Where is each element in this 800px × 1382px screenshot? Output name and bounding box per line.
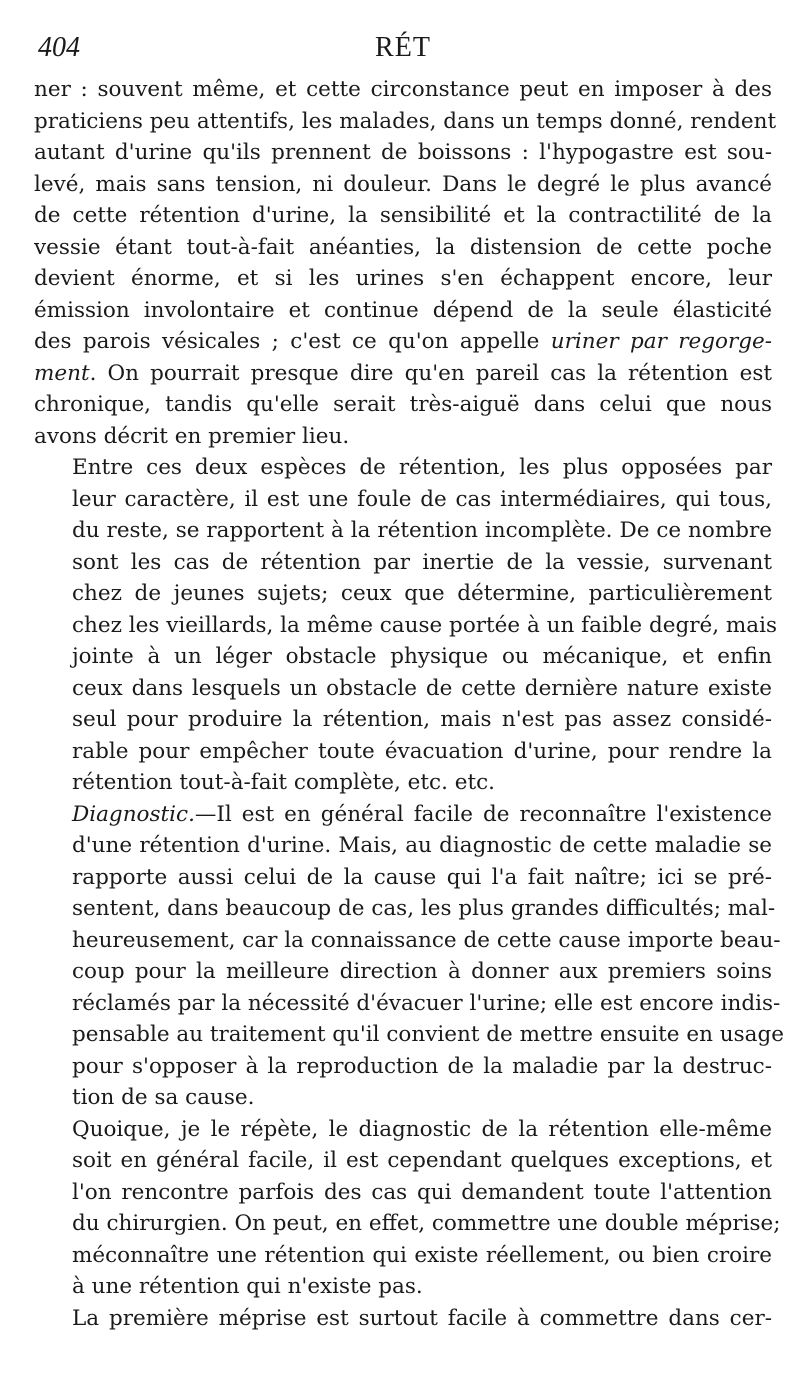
italic-term-continuation: ment <box>34 360 90 386</box>
italic-term: uriner par regorge- <box>550 329 772 354</box>
text-line <box>34 326 772 358</box>
text-line: du reste, se rapportent à la rétention incomplète. De ce nombre <box>72 518 772 543</box>
page-number: 404 <box>38 32 80 63</box>
section-label: Diagnostic. <box>72 801 195 827</box>
text-line: chez les vieillards, la même cause portée à un faible degré, mais <box>72 612 778 638</box>
text-line: d'une rétention d'urine. Mais, au diagnostic de cette maladie se <box>72 833 772 858</box>
text-line: heureusement, car la connaissance de cette cause importe beau- <box>72 927 781 953</box>
page-header <box>34 22 772 74</box>
text-line: sont les cas de rétention par inertie de la vessie, survenant <box>72 549 772 575</box>
text-line: pensable au traitement qu'il convient de mettre ensuite en usage <box>72 1022 784 1047</box>
text-line: seul pour produire la rétention, mais n'est pas assez considé- <box>72 707 772 732</box>
text-line: ner : souvent même, et cette circonstance peut en imposer à des <box>34 77 772 102</box>
text-line: pour s'opposer à la reproduction de la maladie par la destruc- <box>72 1053 772 1079</box>
text-line: du chirurgien. On peut, en effet, commettre une double méprise; <box>72 1211 781 1236</box>
running-head: RÉT <box>375 32 431 63</box>
text-line: jointe à un léger obstacle physique ou mécanique, et enfin <box>72 644 772 669</box>
text-line: de cette rétention d'urine, la sensibilité et la contractilité de la <box>34 203 772 228</box>
text-line: vessie étant tout-à-fait anéanties, la distension de cette poche <box>34 234 772 260</box>
text-line: praticiens peu attentifs, les malades, dans un temps donné, rendent <box>34 108 777 134</box>
text-line: rable pour empêcher toute évacuation d'urine, pour rendre la <box>72 738 772 764</box>
text-line: chronique, tandis qu'elle serait très-aiguë dans celui que nous <box>34 392 772 417</box>
text-line: La première méprise est surtout facile à commettre dans cer- <box>72 1305 772 1331</box>
text-segment: . On pourrait presque dire qu'en pareil cas la rétention est <box>89 360 772 386</box>
paragraph-1 <box>34 74 777 452</box>
text-line: autant d'urine qu'ils prennent de boissons : l'hypogastre est sou- <box>34 140 772 165</box>
paragraph-4 <box>34 1114 781 1303</box>
text-line: leur caractère, il est une foule de cas intermédiaires, qui tous, <box>72 486 772 512</box>
text-line: levé, mais sans tension, ni douleur. Dans le degré le plus avancé <box>34 171 772 197</box>
text-segment: —Il est en général facile de reconnaître l'existence <box>194 801 772 827</box>
paragraph-2 <box>34 452 778 799</box>
text-line: méconnaître une rétention qui existe réellement, ou bien croire <box>72 1242 772 1268</box>
text-line: tion de sa cause. <box>72 1085 255 1110</box>
text-line: rétention tout-à-fait complète, etc. etc. <box>72 770 495 795</box>
text-line: l'on rencontre parfois des cas qui demandent toute l'attention <box>72 1179 772 1205</box>
text-line: avons décrit en premier lieu. <box>34 423 350 449</box>
text-line: soit en général facile, il est cependant quelques exceptions, et <box>72 1148 772 1173</box>
text-line: à une rétention qui n'existe pas. <box>72 1274 423 1299</box>
text-line: devient énorme, et si les urines s'en échappent encore, leur <box>34 266 772 291</box>
paragraph-3 <box>34 799 784 1114</box>
text-line: chez de jeunes sujets; ceux que détermine, particulièrement <box>72 581 772 606</box>
text-segment: des parois vésicales ; c'est ce qu'on appelle <box>34 329 540 354</box>
text-line: sentent, dans beaucoup de cas, les plus grandes difficultés; mal- <box>72 896 776 921</box>
paragraph-5 <box>34 1303 772 1335</box>
text-line: coup pour la meilleure direction à donner aux premiers soins <box>72 959 772 984</box>
text-line: rapporte aussi celui de la cause qui l'a fait naître; ici se pré- <box>72 864 772 890</box>
text-line <box>34 358 772 390</box>
text-line: émission involontaire et continue dépend de la seule élasticité <box>34 297 772 323</box>
text-line: réclamés par la nécessité d'évacuer l'urine; elle est encore indis- <box>72 990 781 1016</box>
book-page <box>34 22 784 1334</box>
text-line: ceux dans lesquels un obstacle de cette dernière nature existe <box>72 675 772 701</box>
text-line <box>34 799 772 831</box>
text-line: Quoique, je le répète, le diagnostic de la rétention elle-même <box>72 1116 772 1142</box>
text-line: Entre ces deux espèces de rétention, les plus opposées par <box>72 455 772 480</box>
